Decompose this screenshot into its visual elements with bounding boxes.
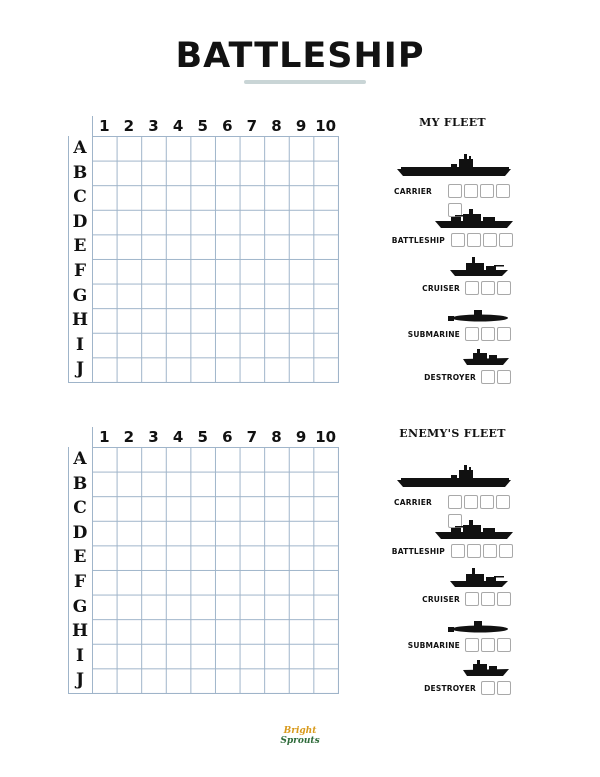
ship-row [390,592,515,608]
destroyer-icon [463,349,509,371]
row-label: D [72,211,88,232]
battleship-icon [435,209,513,235]
ship-name: DESTROYER [424,373,476,382]
column-label: 8 [271,428,282,446]
hit-box[interactable] [480,495,494,509]
column-label: 5 [197,428,208,446]
row-label: H [71,310,89,331]
ship-row [390,681,515,697]
hit-box[interactable] [481,592,495,606]
hit-box[interactable] [499,233,513,247]
hit-box[interactable] [451,233,465,247]
column-label: 1 [99,428,110,446]
ship-row [390,638,515,654]
hit-box[interactable] [448,184,462,198]
ship-row [390,184,515,200]
enemy-board-grid[interactable] [92,447,339,694]
hit-box[interactable] [481,370,495,384]
title-underline [244,80,366,84]
row-label: H [71,621,89,642]
column-label: 1 [99,117,110,135]
hit-box[interactable] [497,592,511,606]
row-label: A [73,449,87,469]
column-labels [92,116,338,136]
row-label: F [73,261,87,281]
hit-boxes [451,544,515,558]
ship-name: CARRIER [394,187,432,196]
hit-boxes [465,327,513,341]
hit-box[interactable] [483,233,497,247]
ship-row [390,233,515,249]
row-label-frame-bottom [68,693,92,694]
hit-box[interactable] [497,638,511,652]
logo-line-2: Sprouts [280,736,320,746]
ship-row [390,544,515,560]
row-label: G [72,285,88,306]
column-label: 7 [246,117,258,135]
fleet-title: ENEMY'S FLEET [399,427,506,440]
row-label: E [73,236,87,257]
logo-line-1: Bright [283,726,317,736]
column-label: 3 [148,428,159,446]
hit-box[interactable] [481,281,495,295]
column-label: 4 [172,428,184,446]
ship-name: DESTROYER [424,684,476,693]
column-label: 4 [172,117,184,135]
hit-box[interactable] [480,184,494,198]
row-label: B [72,162,88,183]
row-label: D [72,522,88,543]
hit-box[interactable] [499,544,513,558]
column-label: 6 [222,428,233,446]
ship-name: SUBMARINE [407,641,460,650]
column-label: 5 [197,117,208,135]
column-label: 3 [148,117,159,135]
cruiser-icon [450,568,508,594]
row-label: C [73,498,87,519]
column-label: 8 [271,117,282,135]
hit-box[interactable] [451,544,465,558]
column-label-frame [92,116,93,136]
ship-name: CRUISER [422,595,460,604]
hit-box[interactable] [496,495,510,509]
ship-row [390,370,515,386]
hit-box[interactable] [464,495,478,509]
fleet-title: MY FLEET [419,116,486,129]
cruiser-icon [450,257,508,283]
battleship-icon [435,520,513,546]
row-label: F [73,572,87,592]
hit-box[interactable] [481,327,495,341]
ship-row [390,281,515,297]
row-label: I [76,645,84,666]
submarine-icon [448,308,510,327]
ship-name: SUBMARINE [407,330,460,339]
hit-box[interactable] [496,184,510,198]
column-label: 10 [315,428,337,446]
column-label: 6 [222,117,233,135]
aircraft-carrier-icon [397,154,511,184]
hit-box[interactable] [483,544,497,558]
row-label: B [72,473,88,494]
hit-boxes [448,184,515,198]
row-label: I [76,334,84,355]
hit-boxes [448,495,515,509]
row-label: A [73,138,87,158]
hit-boxes [451,233,515,247]
hit-box[interactable] [467,544,481,558]
row-label-frame [68,136,69,382]
column-label-frame [92,427,93,447]
column-label: 2 [123,428,135,446]
brand-logo [270,726,330,746]
hit-boxes [465,592,513,606]
hit-boxes [481,370,513,384]
hit-box[interactable] [465,638,479,652]
hit-box[interactable] [448,495,462,509]
column-label: 10 [315,117,337,135]
aircraft-carrier-icon [397,465,511,495]
ship-name: CARRIER [394,498,432,507]
row-labels [68,136,92,382]
hit-boxes [465,281,513,295]
row-label: G [72,596,88,617]
hit-box[interactable] [497,327,511,341]
ship-row [390,495,515,511]
my-board-grid[interactable] [92,136,339,383]
row-labels [68,447,92,693]
hit-boxes [481,681,513,695]
hit-box[interactable] [481,681,495,695]
ship-name: BATTLESHIP [391,547,445,556]
hit-boxes [465,638,513,652]
submarine-icon [448,619,510,638]
hit-box[interactable] [464,184,478,198]
column-labels [92,427,338,447]
hit-box[interactable] [481,638,495,652]
row-label-frame [68,447,69,693]
column-label: 7 [246,428,258,446]
hit-box[interactable] [465,592,479,606]
page-title: BATTLESHIP [175,36,425,76]
column-label: 9 [295,117,307,135]
row-label: J [75,670,85,691]
row-label: C [73,187,87,208]
row-label-frame-bottom [68,382,92,383]
hit-box[interactable] [497,370,511,384]
ship-row [390,327,515,343]
hit-box[interactable] [467,233,481,247]
row-label: E [73,547,87,568]
row-label: J [75,359,85,380]
column-label: 9 [295,428,307,446]
hit-box[interactable] [497,281,511,295]
hit-box[interactable] [497,681,511,695]
ship-name: BATTLESHIP [391,236,445,245]
ship-name: CRUISER [422,284,460,293]
hit-box[interactable] [465,281,479,295]
hit-box[interactable] [465,327,479,341]
destroyer-icon [463,660,509,682]
column-label: 2 [123,117,135,135]
